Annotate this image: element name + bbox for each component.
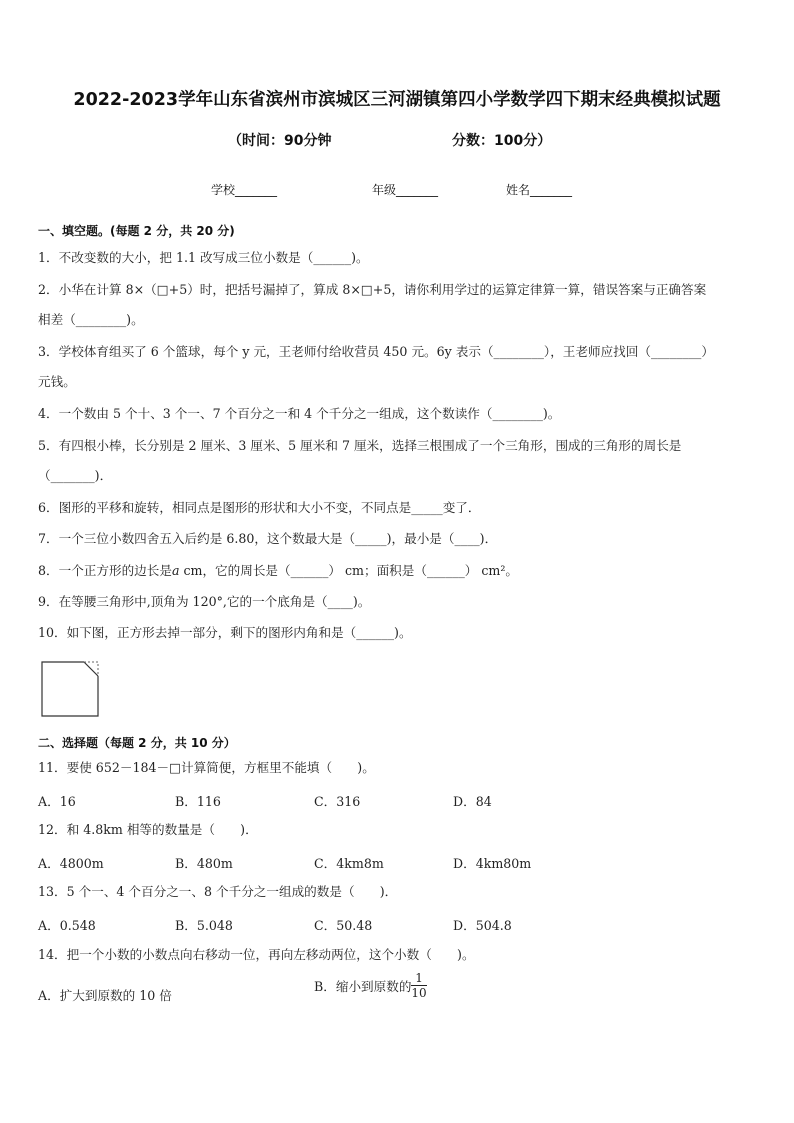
question-2-line2: 相差（________)。 [38,312,144,327]
question-8 [38,556,762,586]
q12-option-c: C．4km8m [314,856,384,871]
cut-edge [84,662,98,676]
q11-option-a: A．16 [38,794,76,809]
question-6: 6．图形的平移和旋转，相同点是图形的形状和大小不变，不同点是_____变了． [38,500,481,515]
q14-option-b-text: B．缩小到原数的 [314,979,412,994]
question-7: 7．一个三位小数四舍五入后约是 6.80，这个数最大是（_____)，最小是（____)． [38,531,498,546]
question-10: 10．如下图，正方形去掉一部分，剩下的图形内角和是（______)。 [38,625,412,640]
school-field: 学校_______ [211,183,278,197]
q11-option-b: B．116 [175,794,221,809]
question-14: 14．把一个小数的小数点向右移动一位，再向左移动两位，这个小数（ )。 [38,947,475,962]
fraction-numerator: 1 [411,971,426,986]
q14-option-b [314,971,427,1000]
section-heading-choice: 二、选择题（每题 2 分，共 10 分） [38,736,236,750]
q12-option-d: D．4km80m [453,856,532,871]
q13-option-d: D．504.8 [453,918,512,933]
question-2-line1: 2．小华在计算 8×（□+5）时，把括号漏掉了，算成 8×□+5，请你利用学过的运算定律算一算，错误答案与正确答案 [38,282,707,297]
question-3-line2: 元钱。 [38,374,76,389]
exam-score: 分数：100分） [452,133,552,149]
question-13: 13．5 个一、4 个百分之一、8 个千分之一组成的数是（ )． [38,884,398,899]
fraction-one-tenth [411,971,426,1000]
q14-option-a: A．扩大到原数的 10 倍 [38,988,172,1003]
question-8-variable: a [171,563,180,578]
cut-square-figure [40,660,100,720]
fraction-denominator: 10 [411,986,427,1000]
q11-option-d: D．84 [453,794,492,809]
question-1: 1．不改变数的大小，把 1.1 改写成三位小数是（______)。 [38,250,369,265]
question-9: 9．在等腰三角形中,顶角为 120°,它的一个底角是（____)。 [38,594,371,609]
page-title: 2022-2023学年山东省滨州市滨城区三河湖镇第四小学数学四下期末经典模拟试题 [73,90,721,110]
student-info [0,181,794,201]
q11-option-c: C．316 [314,794,361,809]
question-8-text-a: 8．一个正方形的边长是 [38,563,172,578]
q12-option-b: B．480m [175,856,233,871]
name-field: 姓名_______ [506,183,573,197]
question-5-line1: 5．有四根小棒，长分别是 2 厘米、3 厘米、5 厘米和 7 厘米，选择三根围成了一个三角形，围成的三角形的周长是 [38,438,682,453]
exam-time: （时间：90分钟 [228,133,332,149]
exam-meta [0,130,794,154]
question-3-line1: 3．学校体育组买了 6 个篮球，每个 y 元，王老师付给收营员 450 元。6y 表示（________），王老师应找回（________） [38,344,714,359]
question-5-line2: （_______)． [38,468,113,483]
q13-option-c: C．50.48 [314,918,373,933]
remaining-shape [42,662,98,716]
q13-option-b: B．5.048 [175,918,233,933]
section-heading-fill-in: 一、填空题。(每题 2 分，共 20 分) [38,224,235,238]
grade-field: 年级_______ [372,183,439,197]
question-4: 4．一个数由 5 个十、3 个一、7 个百分之一和 4 个千分之一组成，这个数读作（________)。 [38,406,561,421]
question-12: 12．和 4.8km 相等的数量是（ )． [38,822,258,837]
q13-option-a: A．0.548 [38,918,96,933]
q12-option-a: A．4800m [38,856,104,871]
question-11: 11．要使 652－184－□计算简便，方框里不能填（ )。 [38,760,375,775]
question-8-text-b: cm，它的周长是（______） cm；面积是（______） cm²。 [179,563,518,578]
